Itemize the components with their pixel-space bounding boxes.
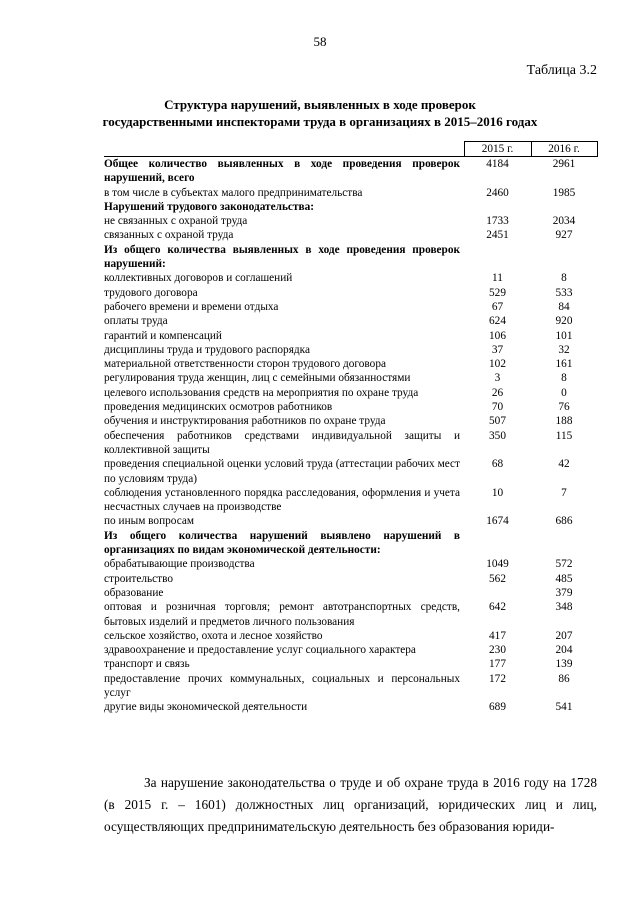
column-header-2016: 2016 г. [531, 142, 597, 157]
row-label: не связанных с охраной труда [104, 215, 248, 228]
value-2016: 0 [561, 386, 567, 399]
row-label: целевого использования средств на мероприятия по охране труда [104, 386, 419, 399]
value-2015 [464, 529, 531, 558]
value-2016: 8 [561, 272, 567, 285]
value-2015: 37 [491, 343, 504, 356]
value-2016: 161 [555, 358, 573, 371]
table-row [104, 429, 597, 458]
table-row [104, 457, 597, 486]
table-row [104, 243, 597, 272]
table-row [104, 414, 597, 428]
value-2015: 624 [489, 315, 506, 328]
row-label: образование [104, 586, 164, 599]
table-title-line-2: государственными инспекторами труда в организациях в 2015–2016 годах [102, 114, 538, 129]
table-row [104, 643, 597, 657]
value-2015: 529 [489, 286, 506, 299]
row-label: оптовая и розничная торговля; ремонт автотранспортных средств, бытовых изделий и предметов личного пользования [104, 601, 460, 628]
value-2015: 68 [491, 458, 504, 471]
value-2016: 1985 [552, 186, 576, 199]
table-label: Таблица 3.2 [526, 63, 597, 78]
row-label: материальной ответственности сторон трудового договора [104, 358, 386, 371]
header-blank-cell [104, 142, 464, 157]
value-2016: 42 [558, 458, 570, 471]
page-number: 58 [313, 34, 327, 49]
row-label: регулирования труда женщин, лиц с семейными обязанностями [104, 372, 411, 385]
table-row [104, 286, 597, 300]
table-row [104, 657, 597, 671]
value-2015: 2460 [486, 186, 509, 199]
table-row [104, 514, 597, 528]
row-label: Из общего количества нарушений выявлено нарушений в организациях по видам экономической деятельности: [104, 529, 460, 557]
column-header-2015: 2015 г. [464, 142, 531, 157]
value-2016: 379 [555, 586, 573, 599]
value-2015 [464, 243, 531, 272]
value-2016 [531, 529, 597, 558]
table-row [104, 700, 597, 714]
value-2016: 8 [561, 372, 567, 385]
value-2015: 1733 [486, 215, 509, 228]
row-label: Из общего количества выявленных в ходе проведения проверок нарушений: [104, 243, 460, 271]
table-row [104, 343, 597, 357]
value-2016: 207 [555, 629, 573, 642]
value-2015 [464, 200, 531, 214]
row-label: обрабатывающие производства [104, 558, 255, 571]
table-row [104, 572, 597, 586]
table-row [104, 214, 597, 228]
value-2015: 642 [489, 601, 506, 614]
row-label: по иным вопросам [104, 515, 195, 528]
value-2016: 348 [555, 601, 573, 614]
row-label: предоставление прочих коммунальных, социальных и персональных услуг [104, 672, 460, 699]
row-label: дисциплины труда и трудового распорядка [104, 343, 310, 356]
row-label: в том числе в субъектах малого предпринимательства [104, 186, 363, 199]
value-2015: 26 [491, 386, 504, 399]
row-label: оплаты труда [104, 315, 168, 328]
row-label: Нарушений трудового законодательства: [104, 200, 315, 213]
value-2016: 76 [558, 401, 570, 414]
row-label: транспорт и связь [104, 658, 190, 671]
table-row [104, 586, 597, 600]
value-2016: 920 [555, 315, 573, 328]
table-row [104, 329, 597, 343]
value-2016: 541 [555, 701, 573, 714]
table-row [104, 200, 597, 214]
row-label: обеспечения работников средствами индивидуальной защиты и коллективной защиты [104, 429, 460, 456]
table-row [104, 629, 597, 643]
value-2015: 67 [491, 300, 504, 313]
value-2016: 139 [555, 658, 573, 671]
row-label: рабочего времени и времени отдыха [104, 300, 279, 313]
value-2015: 70 [491, 401, 504, 414]
table-row [104, 386, 597, 400]
value-2015: 11 [492, 272, 503, 285]
row-label: связанных с охраной труда [104, 229, 234, 242]
row-label: гарантий и компенсаций [104, 329, 222, 342]
value-2016: 927 [555, 229, 573, 242]
value-2015: 230 [489, 644, 506, 657]
value-2016: 7 [561, 486, 567, 499]
violations-table [104, 141, 598, 715]
value-2016: 204 [555, 644, 573, 657]
value-2016: 485 [555, 572, 573, 585]
value-2016: 32 [558, 343, 570, 356]
value-2015: 2451 [486, 229, 509, 242]
value-2015: 102 [489, 358, 506, 371]
row-label: строительство [104, 572, 174, 585]
row-label: проведения медицинских осмотров работников [104, 401, 333, 414]
table-row [104, 357, 597, 371]
table-row [104, 300, 597, 314]
table-row [104, 228, 597, 242]
value-2016: 2034 [552, 215, 576, 228]
value-2016: 84 [558, 300, 570, 313]
value-2016: 115 [555, 429, 573, 442]
table-title-line-1: Структура нарушений, выявленных в ходе проверок [164, 97, 476, 112]
row-label: другие виды экономической деятельности [104, 701, 308, 714]
table-body [104, 157, 597, 715]
row-label: обучения и инструктирования работников по охране труда [104, 415, 386, 428]
table-row [104, 186, 597, 200]
row-label: соблюдения установленного порядка расследования, оформления и учета несчастных случаев на производстве [104, 486, 460, 514]
value-2015: 1049 [486, 558, 509, 571]
value-2015: 507 [489, 415, 506, 428]
value-2015: 10 [491, 486, 504, 499]
row-label: Общее количество выявленных в ходе проведения проверок нарушений, всего [104, 157, 464, 186]
table-header-row [104, 142, 597, 157]
value-2016: 86 [558, 672, 570, 685]
value-2015: 689 [489, 701, 506, 714]
value-2016: 101 [555, 329, 573, 342]
value-2016: 572 [555, 558, 573, 571]
table-title [40, 96, 600, 130]
value-2016: 2961 [531, 157, 597, 186]
table-row [104, 600, 597, 629]
table-row [104, 400, 597, 414]
value-2015: 417 [489, 629, 506, 642]
value-2016: 686 [555, 515, 573, 528]
table-row [104, 271, 597, 285]
value-2015: 177 [489, 658, 506, 671]
value-2015: 172 [489, 672, 506, 685]
value-2016: 188 [555, 415, 573, 428]
value-2016: 533 [555, 286, 573, 299]
body-paragraph: За нарушение законодательства о труде и об охране труда в 2016 году на 1728 (в 2015 г. – 1601) должностных лиц организаций, юридических лиц и лиц, осуществляющих предпринимательскую деятельность без образования юриди- [104, 775, 597, 834]
value-2015: 1674 [486, 515, 509, 528]
value-2016 [531, 200, 597, 214]
row-label: сельское хозяйство, охота и лесное хозяйство [104, 629, 323, 642]
table-row [104, 371, 597, 385]
value-2015: 350 [489, 429, 506, 442]
table-row [104, 529, 597, 558]
value-2015: 4184 [464, 157, 531, 186]
table-row [104, 486, 597, 515]
row-label: проведения специальной оценки условий труда (аттестации рабочих мест по условиям труда) [104, 458, 460, 485]
value-2015: 562 [489, 572, 506, 585]
value-2015: 3 [494, 372, 501, 385]
value-2015: 106 [489, 329, 506, 342]
row-label: здравоохранение и предоставление услуг социального характера [104, 644, 416, 657]
row-label: трудового договора [104, 286, 198, 299]
table-row [104, 557, 597, 571]
table-row [104, 314, 597, 328]
row-label: коллективных договоров и соглашений [104, 272, 293, 285]
value-2015 [464, 586, 531, 600]
table-row [104, 672, 597, 701]
table-row [104, 157, 597, 186]
value-2016 [531, 243, 597, 272]
